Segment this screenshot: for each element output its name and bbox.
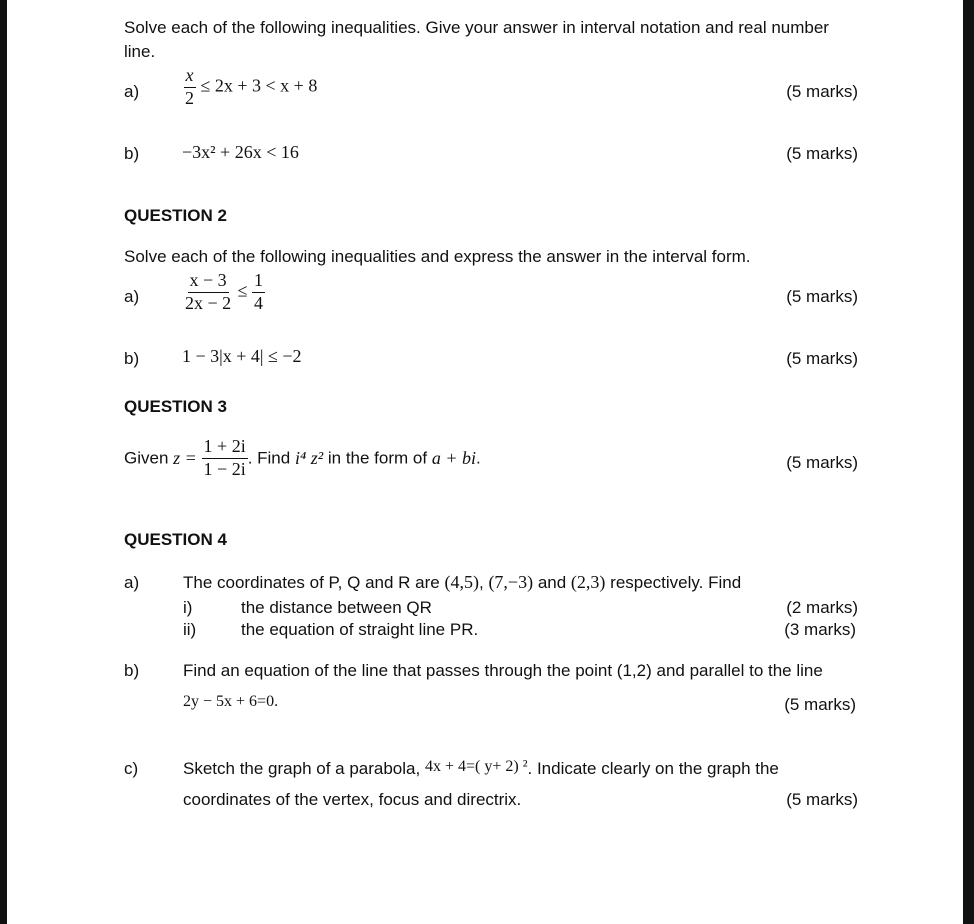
q4b-expression: 2y − 5x + 6=0.: [183, 693, 279, 710]
q1a-label: a): [124, 82, 140, 101]
q4a-text: [183, 572, 741, 593]
q2-heading: QUESTION 2: [124, 206, 227, 225]
q2a-relation: ≤: [237, 280, 248, 301]
q3-denominator: 1 − 2i: [203, 458, 246, 479]
q2a-numerator-right: 1: [252, 271, 265, 293]
q4a-i-text: the distance between QR: [241, 598, 432, 617]
q3-heading: QUESTION 3: [124, 397, 227, 416]
q1-intro-line2: line.: [124, 42, 156, 61]
q3-expression: i⁴ z²: [294, 447, 324, 468]
q3-period: .: [475, 448, 481, 468]
q1a-denominator: 2: [185, 87, 194, 108]
q3-fraction: [202, 437, 248, 480]
q1b-expression: −3x² + 26x < 16: [182, 142, 299, 162]
q1a-fraction: [183, 66, 196, 109]
q2a-numerator: x − 3: [188, 271, 229, 293]
q4a-i-label: i): [183, 598, 193, 617]
q4a-i-marks: (2 marks): [786, 598, 858, 617]
q4c-text-after: . Indicate clearly on the graph the: [527, 759, 779, 778]
q3-line: [124, 437, 481, 480]
q4a-ii-marks: (3 marks): [784, 620, 856, 639]
q3-numerator: 1 + 2i: [202, 437, 248, 459]
q1a-inequality: ≤ 2x + 3 < x + 8: [200, 75, 318, 96]
q1a-expression: [183, 66, 317, 109]
q2b-marks: (5 marks): [786, 349, 858, 368]
q4c-line1: [183, 759, 779, 779]
q2b-expression: 1 − 3|x + 4| ≤ −2: [182, 346, 302, 366]
q4a-point-r: (2,3): [570, 572, 606, 592]
q4a-point-p: (4,5): [444, 572, 479, 592]
q1b-marks: (5 marks): [786, 144, 858, 163]
q2a-fraction-right: [252, 271, 265, 314]
q4a-text-after: respectively. Find: [610, 573, 742, 592]
q4-heading: QUESTION 4: [124, 530, 227, 549]
q3-form-expression: a + bi: [431, 447, 476, 468]
q3-marks: (5 marks): [786, 453, 858, 472]
q4a-ii-label: ii): [183, 620, 197, 639]
q4a-ii-text: the equation of straight line PR.: [241, 620, 479, 639]
q4a-text-before: The coordinates of P, Q and R are: [183, 573, 440, 592]
q4c-expression: 4x + 4=( y+ 2) ²: [424, 758, 528, 775]
q4c-text-before: Sketch the graph of a parabola,: [183, 759, 421, 778]
right-page-edge: [963, 0, 974, 924]
q2a-expression: [183, 271, 265, 314]
q3-given: Given: [124, 448, 169, 468]
q4b-label: b): [124, 661, 140, 680]
q4a-label: a): [124, 573, 140, 592]
q1-intro-line1: Solve each of the following inequalities. Give your answer in interval notation and real number: [124, 18, 829, 37]
q4b-marks: (5 marks): [784, 695, 856, 714]
q2b-label: b): [124, 349, 140, 368]
q4a-comma: ,: [478, 573, 484, 592]
q4c-label: c): [124, 759, 139, 778]
q1a-marks: (5 marks): [786, 82, 858, 101]
q2a-denominator: 2x − 2: [185, 292, 232, 313]
q1b-label: b): [124, 144, 140, 163]
q3-find: . Find: [247, 448, 291, 468]
q1a-numerator: x: [185, 65, 194, 85]
q4c-marks: (5 marks): [786, 790, 858, 809]
q4a-point-q: (7,−3): [488, 572, 534, 592]
q3-form-text: in the form of: [327, 448, 428, 468]
left-page-edge: [0, 0, 7, 924]
q2a-fraction-left: [183, 271, 233, 314]
q2a-marks: (5 marks): [786, 287, 858, 306]
q2a-label: a): [124, 287, 140, 306]
q4c-line2: coordinates of the vertex, focus and directrix.: [183, 790, 522, 809]
q4a-and: and: [537, 573, 567, 592]
q4b-text: Find an equation of the line that passes through the point (1,2) and parallel to the line: [183, 661, 823, 680]
q2a-denominator-right: 4: [254, 292, 264, 313]
q2-intro: Solve each of the following inequalities and express the answer in the interval form.: [124, 247, 751, 266]
q3-z-equals: z =: [173, 447, 197, 468]
